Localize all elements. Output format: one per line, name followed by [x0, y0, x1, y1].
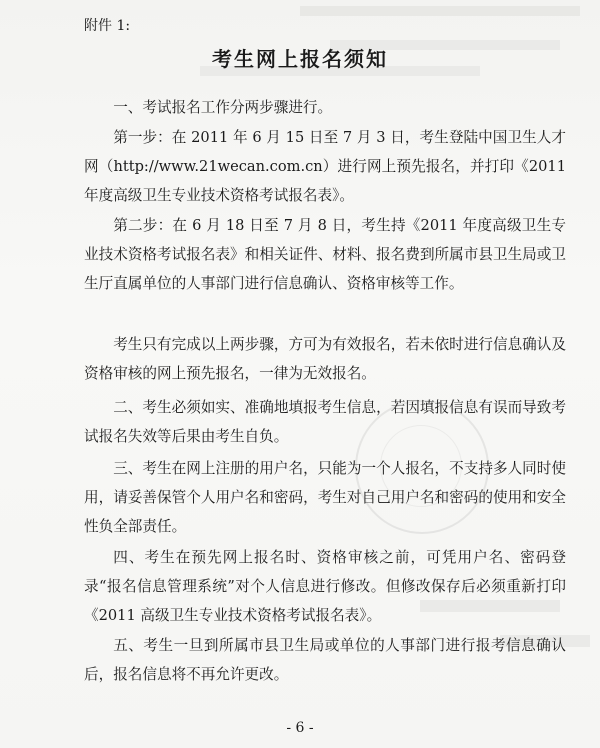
paragraph-section-2: 二、考生必须如实、准确地填报考生信息，若因填报信息有误而导致考试报名失效等后果由考生自负。: [84, 399, 566, 445]
bleed-through-text: [300, 6, 580, 16]
attachment-label: 附件 1:: [84, 18, 131, 34]
paragraph-section-1: 一、考试报名工作分两步骤进行。: [113, 99, 333, 116]
paragraph-step-2: 第二步：在 6 月 18 日至 7 月 8 日，考生持《2011 年度高级卫生专业技术资格考试报名表》和相关证件、材料、报名费到所属市县卫生局或卫生厅直属单位的人事部门进行信息确认、资格审核等工作。: [84, 217, 566, 292]
page-number: - 6 -: [286, 720, 314, 736]
paragraph-section-4: 四、考生在预先网上报名时、资格审核之前，可凭用户名、密码登录“报名信息管理系统”对个人信息进行修改。但修改保存后必须重新打印《2011 高级卫生专业技术资格考试报名表》。: [84, 549, 566, 624]
page-title: 考生网上报名须知: [212, 47, 388, 71]
paragraph-validity: 考生只有完成以上两步骤，方可为有效报名，若未依时进行信息确认及资格审核的网上预先报名，一律为无效报名。: [84, 336, 566, 382]
paragraph-section-3: 三、考生在网上注册的用户名，只能为一个人报名，不支持多人同时使用，请妥善保管个人用户名和密码，考生对自己用户名和密码的使用和安全性负全部责任。: [84, 460, 566, 535]
paragraph-step-1: 第一步：在 2011 年 6 月 15 日至 7 月 3 日，考生登陆中国卫生人才网（http://www.21wecan.com.cn）进行网上预先报名，并打印《2011 年度高级卫生专业技术资格考试报名表》。: [84, 129, 566, 204]
paragraph-section-5: 五、考生一旦到所属市县卫生局或单位的人事部门进行报考信息确认后，报名信息将不再允许更改。: [84, 637, 566, 683]
